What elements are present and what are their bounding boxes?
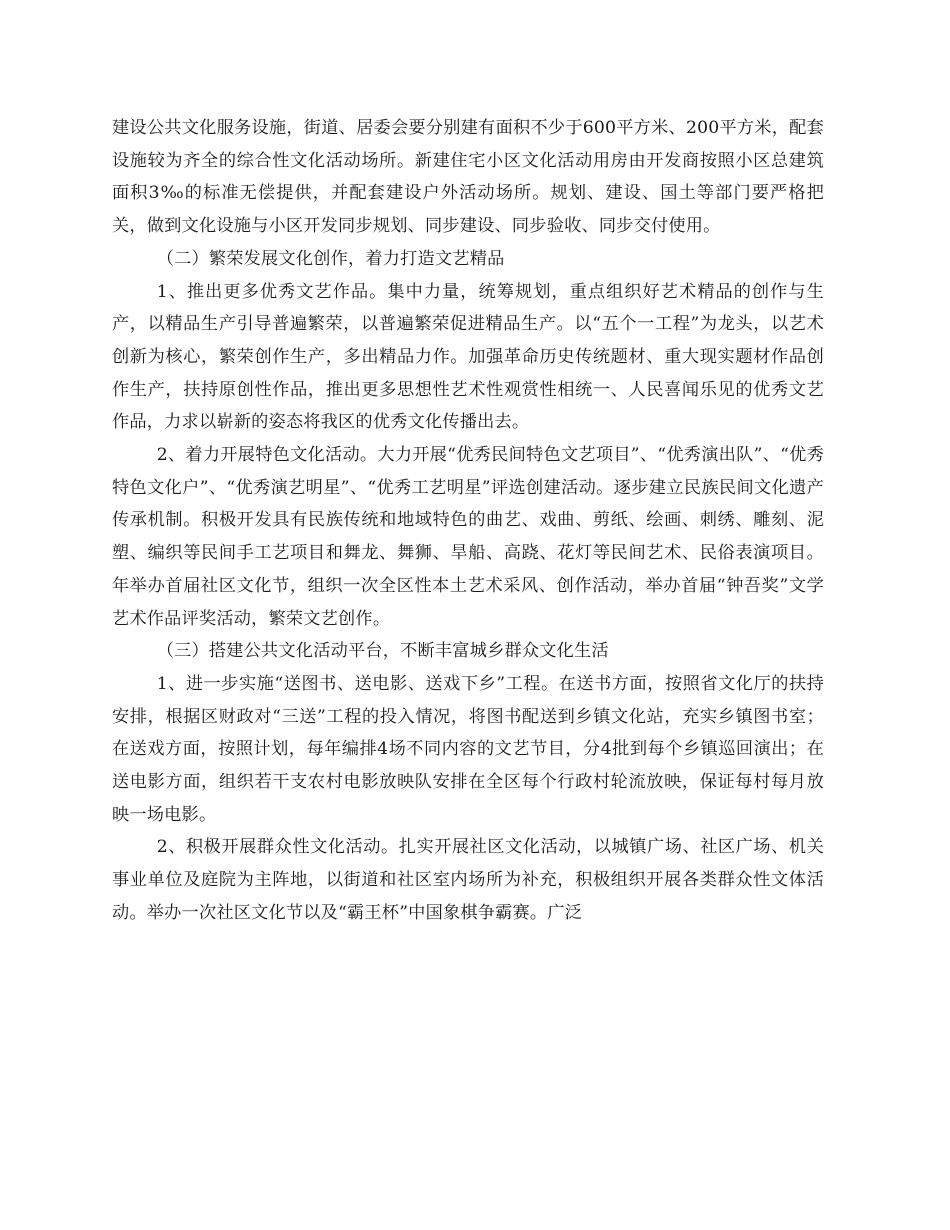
paragraph-mass-culture: 2、积极开展群众性文化活动。扎实开展社区文化活动，以城镇广场、社区广场、机关事业单位及庭院为主阵地，以街道和社区室内场所为补充，积极组织开展各类群众性文体活动。举办一次社区文化节以及“霸王杯”中国象棋争霸赛。广泛 <box>112 837 824 923</box>
paragraph-facilities: 建设公共文化服务设施，街道、居委会要分别建有面积不少于600平方米、200平方米，配套设施较为齐全的综合性文化活动场所。新建住宅小区文化活动用房由开发商按照小区总建筑面积3‰的标准无偿提供，并配套建设户外活动场所。规划、建设、国土等部门要严格把关，做到文化设施与小区开发同步规划、同步建设、同步验收、同步交付使用。 <box>112 118 824 237</box>
paragraph-three-deliveries: 1、进一步实施“送图书、送电影、送戏下乡”工程。在送书方面，按照省文化厅的扶持安排，根据区财政对“三送”工程的投入情况，将图书配送到乡镇文化站，充实乡镇图书室；在送戏方面，按照计划，每年编排4场不同内容的文艺节目，分4批到每个乡镇巡回演出；在送电影方面，组织若干支农村电影放映队安排在全区每个行政村轮流放映，保证每村每月放映一场电影。 <box>112 673 824 825</box>
section-heading-3: （三）搭建公共文化活动平台，不断丰富城乡群众文化生活 <box>156 641 609 662</box>
document-body <box>112 112 824 930</box>
paragraph-works: 1、推出更多优秀文艺作品。集中力量，统筹规划，重点组织好艺术精品的创作与生产，以精品生产引导普遍繁荣，以普遍繁荣促进精品生产。以“五个一工程”为龙头，以艺术创新为核心，繁荣创作生产，多出精品力作。加强革命历史传统题材、重大现实题材作品创作生产，扶持原创性作品，推出更多思想性艺术性观赏性相统一、人民喜闻乐见的优秀文艺作品，力求以崭新的姿态将我区的优秀文化传播出去。 <box>112 281 824 433</box>
paragraph-activities: 2、着力开展特色文化活动。大力开展“优秀民间特色文艺项目”、“优秀演出队”、“优秀特色文化户”、“优秀演艺明星”、“优秀工艺明星”评选创建活动。逐步建立民族民间文化遗产传承机制。积极开发具有民族传统和地域特色的曲艺、戏曲、剪纸、绘画、刺绣、雕刻、泥塑、编织等民间手工艺项目和舞龙、舞狮、旱船、高跷、花灯等民间艺术、民俗表演项目。年举办首届社区文化节，组织一次全区性本土艺术采风、创作活动，举办首届“钟吾奖”文学艺术作品评奖活动，繁荣文艺创作。 <box>112 445 824 629</box>
section-heading-2: （二）繁荣发展文化创作，着力打造文艺精品 <box>156 248 505 269</box>
